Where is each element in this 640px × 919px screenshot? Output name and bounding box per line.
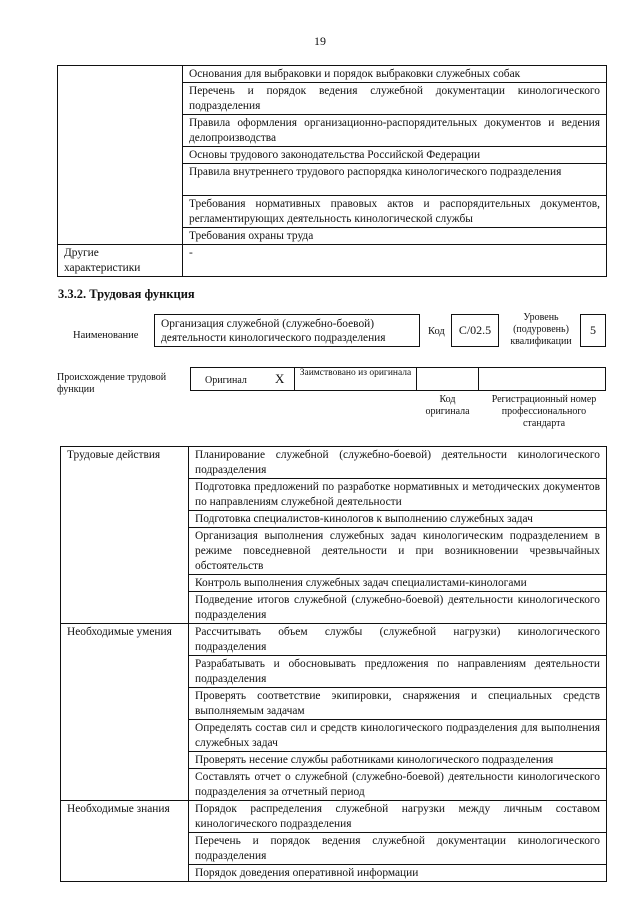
labor-function-table <box>60 446 607 882</box>
table-row: Подведение итогов служебной (служебно-боевой) деятельности кинологического подразделения <box>189 592 607 624</box>
table-row: Определять состав сил и средств кинологического подразделения для выполнения служебных задач <box>189 720 607 752</box>
code-label: Код <box>428 326 445 337</box>
level-value-box: 5 <box>580 314 606 347</box>
table-row: Подготовка предложений по разработке нормативных и методических документов по направлениям служебной деятельности <box>189 479 607 511</box>
table-row: Основы трудового законодательства Российской Федерации <box>183 147 607 164</box>
original-cell <box>191 368 295 390</box>
table-row: Разрабатывать и обосновывать предложения по направлениям деятельности подразделения <box>189 656 607 688</box>
page-number: 19 <box>314 34 326 48</box>
borrowed-cell: Заимствовано из оригинала <box>295 368 417 390</box>
name-label: Наименование <box>73 330 139 341</box>
table-row: Планирование служебной (служебно-боевой) деятельности кинологического подразделения <box>189 447 607 479</box>
table-row: Рассчитывать объем службы (служебной нагрузки) кинологического подразделения <box>189 624 607 656</box>
code-original-cell <box>417 368 479 390</box>
group-label: Необходимые умения <box>61 624 189 801</box>
table-row: Проверять несение службы работниками кинологического подразделения <box>189 752 607 769</box>
code-original-caption: Код оригинала <box>425 394 470 417</box>
original-label: Оригинал <box>205 375 247 386</box>
table-row: Требования нормативных правовых актов и распорядительных документов, регламентирующих деятельность кинологической службы <box>183 196 607 228</box>
table-row: Контроль выполнения служебных задач специалистами-кинологами <box>189 575 607 592</box>
other-characteristics-label: Другие характеристики <box>58 245 183 277</box>
original-mark: X <box>275 371 285 386</box>
origin-row <box>190 367 606 391</box>
group-label: Необходимые знания <box>61 801 189 882</box>
function-name-box: Организация служебной (служебно-боевой) деятельности кинологического подразделения <box>154 314 420 347</box>
code-value-box: C/02.5 <box>451 314 499 347</box>
table-row: Порядок доведения оперативной информации <box>189 865 607 882</box>
table-row: Проверять соответствие экипировки, снаряжения и специальных средств выполняемым задачам <box>189 688 607 720</box>
empty-label-cell <box>58 66 183 245</box>
reg-number-caption: Регистрационный номер профессионального стандарта <box>491 394 597 429</box>
table-row: Основания для выбраковки и порядок выбраковки служебных собак <box>183 66 607 83</box>
table-row: Правила оформления организационно-распорядительных документов и ведения делопроизводства <box>183 115 607 147</box>
table-row: Организация выполнения служебных задач кинологическим подразделением в режиме повседневной деятельности и при возникновении чрезвычайных обстоятельств <box>189 528 607 575</box>
table-row: Требования охраны труда <box>183 228 607 245</box>
other-characteristics-value: - <box>183 245 607 277</box>
level-label: Уровень (подуровень) квалификации <box>510 312 572 347</box>
table-row: Правила внутреннего трудового распорядка кинологического подразделения <box>183 164 607 196</box>
table-row: Подготовка специалистов-кинологов к выполнению служебных задач <box>189 511 607 528</box>
knowledge-continuation-table <box>57 65 607 277</box>
origin-label: Происхождение трудовой функции <box>57 372 167 395</box>
table-row: Перечень и порядок ведения служебной документации кинологического подразделения <box>189 833 607 865</box>
table-row: Перечень и порядок ведения служебной документации кинологического подразделения <box>183 83 607 115</box>
group-label: Трудовые действия <box>61 447 189 624</box>
section-title: 3.3.2. Трудовая функция <box>58 287 195 301</box>
table-row: Порядок распределения служебной нагрузки между личным составом кинологического подразделения <box>189 801 607 833</box>
table-row: Составлять отчет о служебной (служебно-боевой) деятельности кинологического подразделения за отчетный период <box>189 769 607 801</box>
